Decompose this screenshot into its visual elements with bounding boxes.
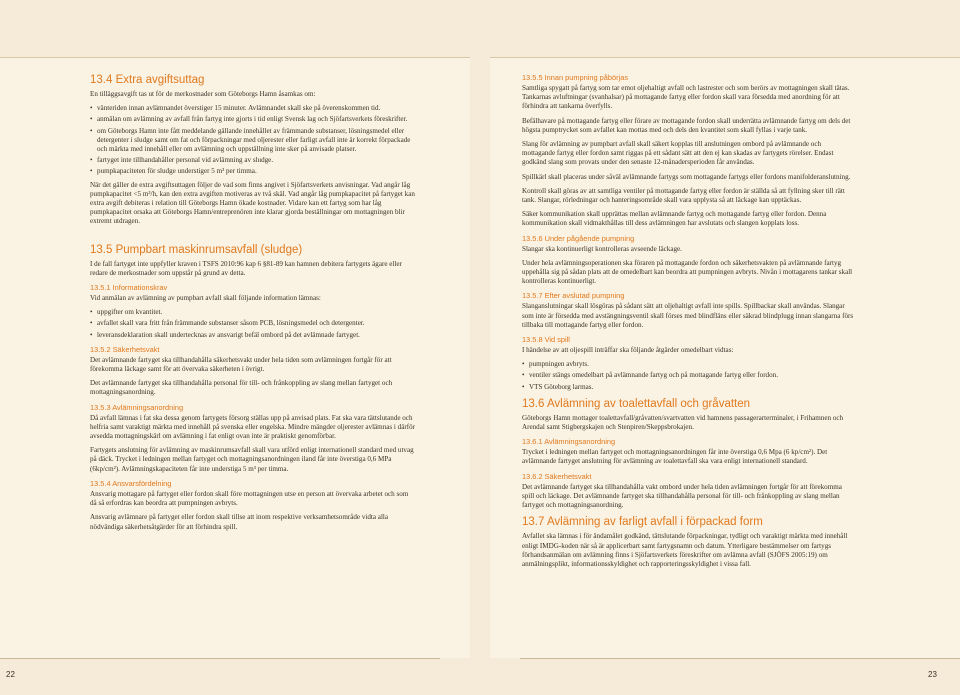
heading-13-6-1: 13.6.1 Avlämningsanordning: [522, 437, 616, 447]
right-page: [490, 57, 960, 658]
list-item: • VTS Göteborg larmas.: [522, 383, 854, 392]
paragraph: Slang för avlämning av pumpbart avfall skall säkert kopplas till anslutningen ombord på avlämnande och mottagande fartyg eller fordon samt riggas på ett sådant sätt att den ej kan skadas av fartygets rörelser. Endast godkänd slang som provats under den senaste 12-månadersperioden får användas.: [522, 140, 834, 167]
page-number-right: 23: [928, 670, 937, 679]
list-item: • om Göteborgs Hamn inte fått meddelande gällande innehållet av främmande substanser, lösningsmedel eller detergenter i sludge samt om fat och förpackningar med oljerester eller farligt avfall inte är korrekt förpackade och märkta med innehåll eller om avlämning och uppställning inte sker på anvisade platser.: [90, 127, 415, 155]
footer-rule-left: [0, 658, 440, 659]
paragraph: Då avfall lämnas i fat ska dessa genom fartygets försorg ställas upp på anvisad plats. Fat ska vara tättslutande och helfria samt varaktigt märkta med innehåll på svenska eller engelska. Mindre mängder oljerester avlämnas i därför avsedda mottagningskärl om avlämning i fat enligt ovan inte är praktiskt genomförbar.: [90, 413, 416, 441]
left-page: [0, 57, 470, 658]
paragraph: Kontroll skall göras av att samtliga ventiler på mottagande fartyg eller fordon är ställda så att fyllning sker till rätt tank. Slangar, rörledningar och hanteringsområde skall vara upplysta så att läckage kan upptäckas.: [522, 186, 845, 205]
paragraph: Säker kommunikation skall upprättas mellan avlämnande fartyg och mottagande fartyg eller fordon. Denna kommunikation skall vidmakthållas till dess avlämningen har avslutats och slangen kopplats loss.: [522, 210, 827, 228]
paragraph: Avfallet ska lämnas i för ändamålet godkänd, tättslutande förpackningar, tydligt och varaktigt märkta med innehåll enligt IMDG-koden när så är applicerbart samt fartygsnamn och datum. Ytterligare bestämmelser om fartygs förhandsanmälan om avlämning finns i Sjöfartsverkets föreskrifter om avlämna avfall (SJÖFS 2005:19) om anmälningsplikt, informationsskyldighet och rapporteringsskyldighet i vissa fall.: [522, 532, 848, 568]
paragraph: När det gäller de extra avgiftsuttagen följer de vad som finns angivet i Sjöfartsverkets anvisningar. Vad angår låg pumpkapacitet <5 m³/h, kan den extra avgiften motiveras av två skäl. Vad angår låg pumpkapacitet på fartyget kan extra avgift debiteras i relation till Göteborgs Hamn ökade kostnader. Vidare kan ett fartyg som har låg pumpkapacitet orsaka att Göteborgs Hamn/entreprenören inte klarar gjorda beställningar om mottagningen blir extremt utdragen.: [90, 180, 415, 226]
paragraph: Befälhavare på mottagande fartyg eller förare av mottagande fordon skall underrätta avlämnande fartyg om dels det högsta pumptrycket som avfallet kan mottas med och dels den kvantitet som skall fyllas i varje tank.: [522, 116, 851, 134]
bullet-list-13-4: [90, 104, 415, 176]
paragraph: Det avlämnande fartyget ska tillhandahålla personal för till- och frånkoppling av slang mellan fartyget och mottagningsanordning.: [90, 379, 393, 397]
paragraph: Spillkärl skall placeras under såväl avlämnande fartygs som mottagande fartygs eller fordons manifolderanslutning.: [522, 172, 851, 181]
heading-13-5: 13.5 Pumpbart maskinrumsavfall (sludge): [90, 243, 303, 256]
heading-13-5-5: 13.5.5 Innan pumpning påbörjas: [522, 73, 629, 82]
heading-13-5-1: 13.5.1 Informationskrav: [90, 283, 168, 293]
list-item: • anmälan om avlämning av avfall från fartyg inte gjorts i tid enligt Svensk lag och Sjöfartsverkets föreskrifter.: [90, 115, 415, 124]
paragraph: Vid anmälan av avlämning av pumpbart avfall skall följande information lämnas:: [90, 294, 321, 303]
paragraph: Samtliga spygatt på fartyg som tar emot oljehaltigt avfall och lastrester och som berörs av mottagningen skall tätas. Tankarnas avluftningar (svanhalsar) på mottagande fartyg eller fordon skall vara försedda med anordning för att förhindra att tankarna överfylls.: [522, 84, 850, 111]
paragraph: Göteborgs Hamn mottager toalettavfall/gråvatten/svartvatten vid hamnens passagerarterminaler, i Frihamnen och Arendal samt Stigbergskajen och Stenpiren/Skeppsbrokajen.: [522, 413, 844, 432]
paragraph: Ansvarig mottagare på fartyget eller fordon skall före mottagningen utse en person att övervaka arbetet och som då så erfordras kan beordra att pumpningen avbryts.: [90, 489, 409, 508]
bullet-list-13-5-8: [522, 360, 854, 392]
paragraph: Det avlämnande fartyget ska tillhandahålla säkerhetsvakt under hela tiden som avlämningen fortgår för att förekomma läckage samt för att övervaka säkerheten i övrigt.: [90, 355, 392, 374]
list-item: • pumpkapaciteten för sludge understiger 5 m³ per timma.: [90, 167, 415, 176]
heading-13-5-8: 13.5.8 Vid spill: [522, 335, 570, 345]
right-column: [522, 68, 854, 574]
paragraph: Ansvarig avlämnare på fartyget eller fordon skall tillse att inom respektive verksamhetsområde vidta alla nödvändiga säkerhetsåtgärder för att förhindra spill.: [90, 513, 389, 531]
paragraph: Fartygets anslutning för avlämning av maskinrumsavfall skall vara utförd enligt internationell standard med utvag på däck. Trycket i ledningen mellan fartyget och mottagningsanordningen iland får inte överstiga 0,6 MPa (6kp/cm²). Avlämningskapaciteten får inte understiga 5 m³ per timma.: [90, 446, 414, 473]
heading-13-5-6: 13.5.6 Under pågående pumpning: [522, 233, 635, 243]
footer-rule-right: [520, 658, 960, 659]
list-item: • vänteriden innan avlämnandet överstiger 15 minuter. Avlämnandet skall ske på överenskommen tid.: [90, 104, 415, 113]
list-item: • ventiler stängs omedelbart på avlämnande fartyg och på mottagande fartyg eller fordon.: [522, 371, 854, 380]
paragraph: I de fall fartyget inte uppfyller kraven i TSFS 2010:96 kap 6 §81-89 kan hamnen debitera fartygets ägare eller redare de merkostnader som uppstår på grund av detta.: [90, 259, 402, 277]
heading-13-5-3: 13.5.3 Avlämningsanordning: [90, 402, 184, 412]
paragraph: Slangar ska kontinuerligt kontrolleras avseende läckage.: [522, 244, 682, 253]
heading-13-5-2: 13.5.2 Säkerhetsvakt: [90, 344, 160, 354]
page-number-left: 22: [6, 670, 15, 679]
heading-13-5-7: 13.5.7 Efter avslutad pumpning: [522, 291, 625, 301]
paragraph: Trycket i ledningen mellan fartyget och mottagningsanordningen får inte överstiga 0,6 Mpa (6 kp/cm²). Det avlämnande fartyget anslutning för avlämning av toalettavfall ska vara enligt internationell standard.: [522, 448, 828, 466]
paragraph: En tilläggsavgift tas ut för de merkostnader som Göteborgs Hamn åsamkas om:: [90, 90, 316, 98]
list-item: • fartyget inte tillhandahåller personal vid avlämning av sludge.: [90, 156, 415, 165]
heading-13-7: 13.7 Avlämning av farligt avfall i förpackad form: [522, 516, 763, 529]
list-item: • avfallet skall vara fritt från främmande substanser såsom PCB, lösningsmedel och detergenter.: [90, 319, 415, 328]
bullet-list-13-5-1: [90, 308, 415, 340]
heading-13-6-2: 13.6.2 Säkerhetsvakt: [522, 471, 592, 481]
left-column: [90, 68, 415, 537]
list-item: • pumpningen avbryts.: [522, 360, 854, 369]
paragraph: Under hela avlämningsoperationen ska föraren på mottagande fordon och säkerhetsvakten på avlämnande fartyg uppehålla sig på sådan plats att de omedelbart kan beordra att pumpningen avbryts. Nivån i mottagarens tankar skall kontrolleras kontinuerligt.: [522, 258, 853, 286]
paragraph: Det avlämnande fartyget ska tillhandahålla vakt ombord under hela tiden avlämningen fortgår för att förekomma spill och läckage. Det avlämnande fartyget ska tillhandahålla personal för till- och frånkoppling av slang mellan fartyget och mottagningsanordning.: [522, 482, 842, 510]
paragraph: Slanganslutningar skall lösgöras på sådant sätt att oljehaltigt avfall inte spills. Spillbackar skall användas. Slangar som inte är försedda med avstängningsventil skall förses med blindfläns eller säkrad blindplugg innan slangarna förs tillbaka till mottagande fartyg eller fordon.: [522, 302, 854, 329]
heading-13-4: 13.4 Extra avgiftsuttag: [90, 74, 205, 86]
list-item: • leveransdeklaration skall undertecknas av ansvarigt befäl ombord på det avlämnade fartyget.: [90, 331, 415, 340]
list-item: • uppgifter om kvantitet.: [90, 308, 415, 317]
paragraph: I händelse av att oljespill inträffar ska följande åtgärder omedelbart vidtas:: [522, 346, 734, 355]
heading-13-6: 13.6 Avlämning av toalettavfall och gråvatten: [522, 397, 751, 410]
heading-13-5-4: 13.5.4 Ansvarsfördelning: [90, 478, 172, 488]
